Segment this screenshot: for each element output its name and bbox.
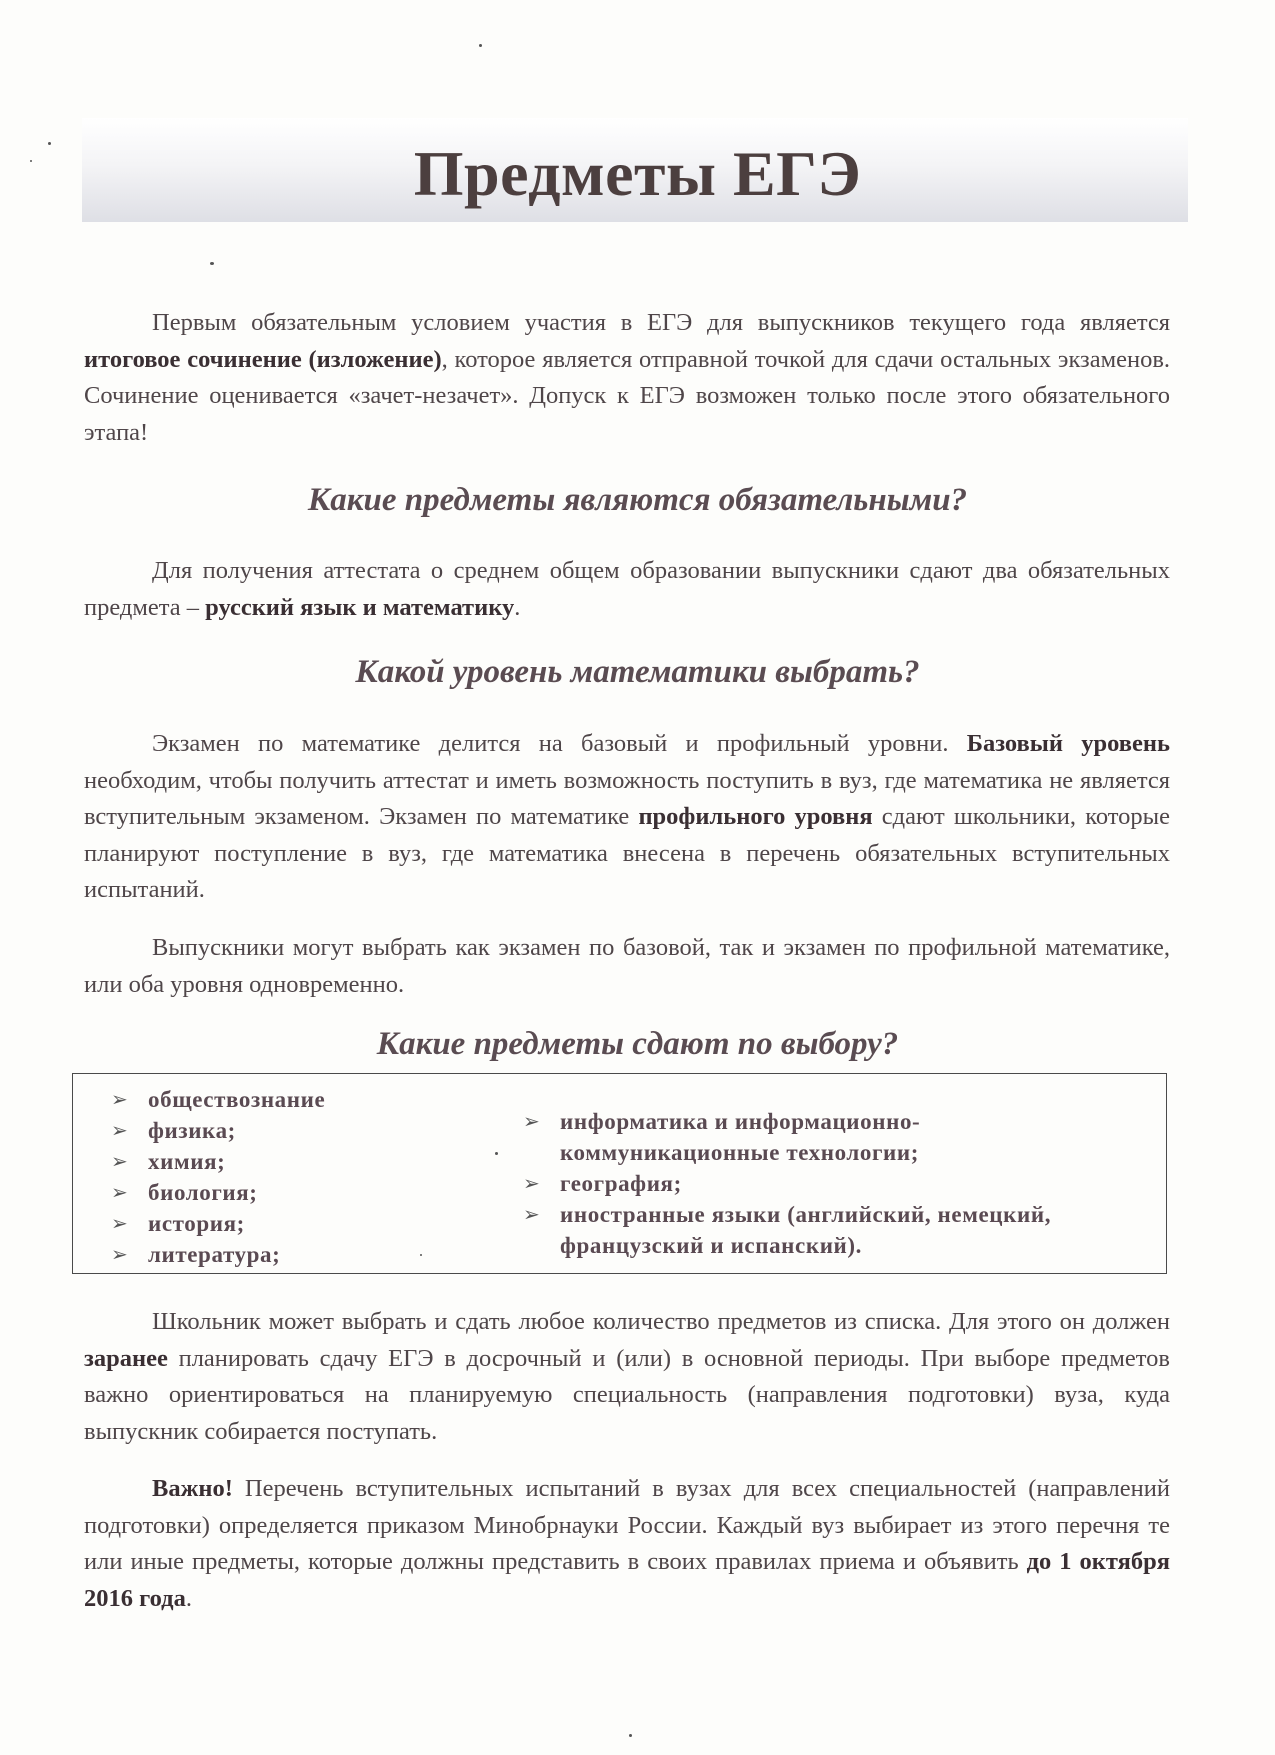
intro-text-1: Первым обязательным условием участия в ЕГЭ для выпускников текущего года является [152, 309, 1170, 336]
mandatory-paragraph [84, 553, 1170, 626]
list-item: ➢ иностранные языки (английский, немецкий, французский и испанский). [523, 1199, 1051, 1261]
important-label: Важно! [152, 1475, 233, 1502]
math-text-1: Экзамен по математике делится на базовый и профильный уровни. [152, 730, 967, 757]
list-item: ➢ информатика и информационно- коммуникационные технологии; [523, 1106, 1051, 1168]
elective-subjects-box [72, 1073, 1167, 1274]
heading-math-level: Какой уровень математики выбрать? [355, 654, 920, 690]
heading-mandatory-subjects: Какие предметы являются обязательными? [307, 482, 968, 518]
list-item: ➢ химия; [111, 1146, 325, 1177]
arrow-bullet-icon: ➢ [523, 1109, 541, 1133]
math-choice-paragraph [84, 930, 1170, 1003]
mandatory-text-1: Для получения аттестата о среднем общем образовании выпускники сдают два обязательных предмета – [84, 557, 1170, 621]
arrow-bullet-icon: ➢ [111, 1149, 129, 1173]
math-text-3: сдают школьники, которые планируют поступление в вуз, где математика внесена в перечень обязательных вступительных испытаний. [84, 803, 1171, 903]
scan-speck [210, 262, 214, 265]
choice-paragraph [84, 1304, 1170, 1450]
math-choice-text: Выпускники могут выбрать как экзамен по базовой, так и экзамен по профильной математике, или оба уровня одновременно. [84, 934, 1170, 998]
arrow-bullet-icon: ➢ [523, 1171, 541, 1195]
important-text-1: Перечень вступительных испытаний в вузах для всех специальностей (направлений подготовки) определяется приказом Минобрнауки России. Каждый вуз выбирает из этого перечня те или иные предметы, которые должны представить в своих правилах приема и объявить [84, 1475, 1170, 1575]
deadline-date: до 1 октября 2016 года [84, 1548, 1170, 1612]
scan-speck [479, 44, 482, 47]
arrow-bullet-icon: ➢ [523, 1202, 541, 1226]
scan-speck [629, 1734, 632, 1737]
arrow-bullet-icon: ➢ [111, 1211, 129, 1235]
elective-list-left [111, 1084, 325, 1270]
choice-bold: заранее [84, 1344, 168, 1372]
list-item: ➢ обществознание [111, 1084, 325, 1115]
list-item: ➢ география; [523, 1168, 1051, 1199]
intro-bold-1: итоговое сочинение (изложение) [84, 345, 442, 373]
choice-text-2: планировать сдачу ЕГЭ в досрочный и (или) в основной периоды. При выборе предметов важно ориентироваться на планируемую специальность (направления подготовки) вуза, куда выпускник собирается поступать. [84, 1344, 1170, 1445]
math-bold-base: Базовый уровень [966, 730, 1170, 757]
arrow-bullet-icon: ➢ [111, 1087, 129, 1111]
list-item: ➢ литература; [111, 1239, 325, 1270]
mandatory-text-2: . [514, 593, 521, 621]
arrow-bullet-icon: ➢ [111, 1242, 129, 1266]
intro-text-2: , которое является отправной точкой для сдачи остальных экзаменов. Сочинение оценивается «зачет-незачет». Допуск к ЕГЭ возможен только после этого обязательного этапа! [84, 345, 1171, 446]
list-item: ➢ физика; [111, 1115, 325, 1146]
list-item: ➢ биология; [111, 1177, 325, 1208]
elective-list-right [523, 1106, 1051, 1261]
math-text-2: необходим, чтобы получить аттестат и иметь возможность поступить в вуз, где математика не является вступительным экзаменом. Экзамен по математике [84, 766, 1170, 830]
list-item: ➢ история; [111, 1208, 325, 1239]
heading-elective-subjects: Какие предметы сдают по выбору? [376, 1026, 899, 1062]
arrow-bullet-icon: ➢ [111, 1180, 129, 1204]
important-paragraph [84, 1471, 1170, 1617]
intro-paragraph [84, 305, 1170, 451]
math-paragraph [84, 726, 1170, 909]
arrow-bullet-icon: ➢ [111, 1118, 129, 1142]
important-text-2: . [185, 1584, 192, 1612]
math-bold-profile: профильного уровня [638, 803, 873, 830]
page-title: Предметы ЕГЭ [413, 138, 862, 209]
mandatory-bold: русский язык и математику [205, 593, 515, 621]
choice-text-1: Школьник может выбрать и сдать любое количество предметов из списка. Для этого он должен [152, 1308, 1170, 1335]
